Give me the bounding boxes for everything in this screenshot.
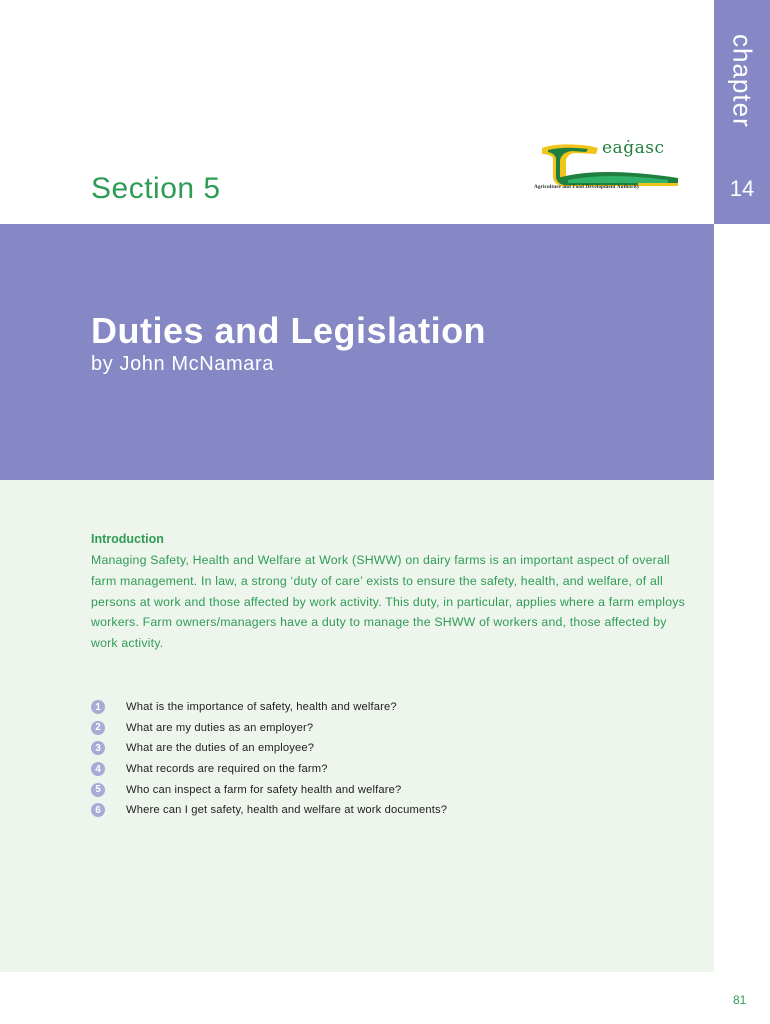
list-item	[91, 800, 447, 821]
question-text: What are the duties of an employee?	[126, 742, 315, 755]
number-badge: 4	[91, 762, 105, 776]
question-text: What is the importance of safety, health and welfare?	[126, 701, 397, 714]
section-title: Section 5	[91, 172, 221, 205]
number-badge: 1	[91, 700, 105, 714]
number-badge: 2	[91, 721, 105, 735]
number-badge: 5	[91, 783, 105, 797]
list-item	[91, 738, 447, 759]
list-item	[91, 718, 447, 739]
question-text: What records are required on the farm?	[126, 763, 328, 776]
number-badge: 6	[91, 803, 105, 817]
question-text: What are my duties as an employer?	[126, 721, 314, 734]
chapter-title: Duties and Legislation	[91, 310, 487, 351]
author-line: by John McNamara	[91, 353, 274, 375]
question-list	[91, 697, 447, 821]
chapter-number: 14	[729, 176, 755, 201]
question-text: Where can I get safety, health and welfare at work documents?	[126, 804, 448, 817]
list-item	[91, 779, 447, 800]
logo-wordmark: eaġasc	[602, 138, 665, 158]
list-item	[91, 759, 447, 780]
chapter-label: chapter	[727, 34, 758, 128]
list-item	[91, 697, 447, 718]
page-number: 81	[733, 993, 747, 1007]
intro-paragraph: Managing Safety, Health and Welfare at Work (SHWW) on dairy farms is an important aspect of overall farm management. In law, a strong ‘duty of care’ exists to ensure the safety, health, and welfare, of all persons at work and those affected by work activity. This duty, in particular, applies where a farm employs workers. Farm owners/managers have a duty to manage the SHWW of workers and, those affected by work activity.	[91, 553, 685, 651]
title-banner	[0, 224, 714, 480]
number-badge: 3	[91, 741, 105, 755]
question-text: Who can inspect a farm for safety health and welfare?	[126, 783, 402, 796]
logo-tagline: Agriculture and Food Development Authority	[534, 184, 640, 190]
intro-heading: Introduction	[91, 532, 164, 546]
